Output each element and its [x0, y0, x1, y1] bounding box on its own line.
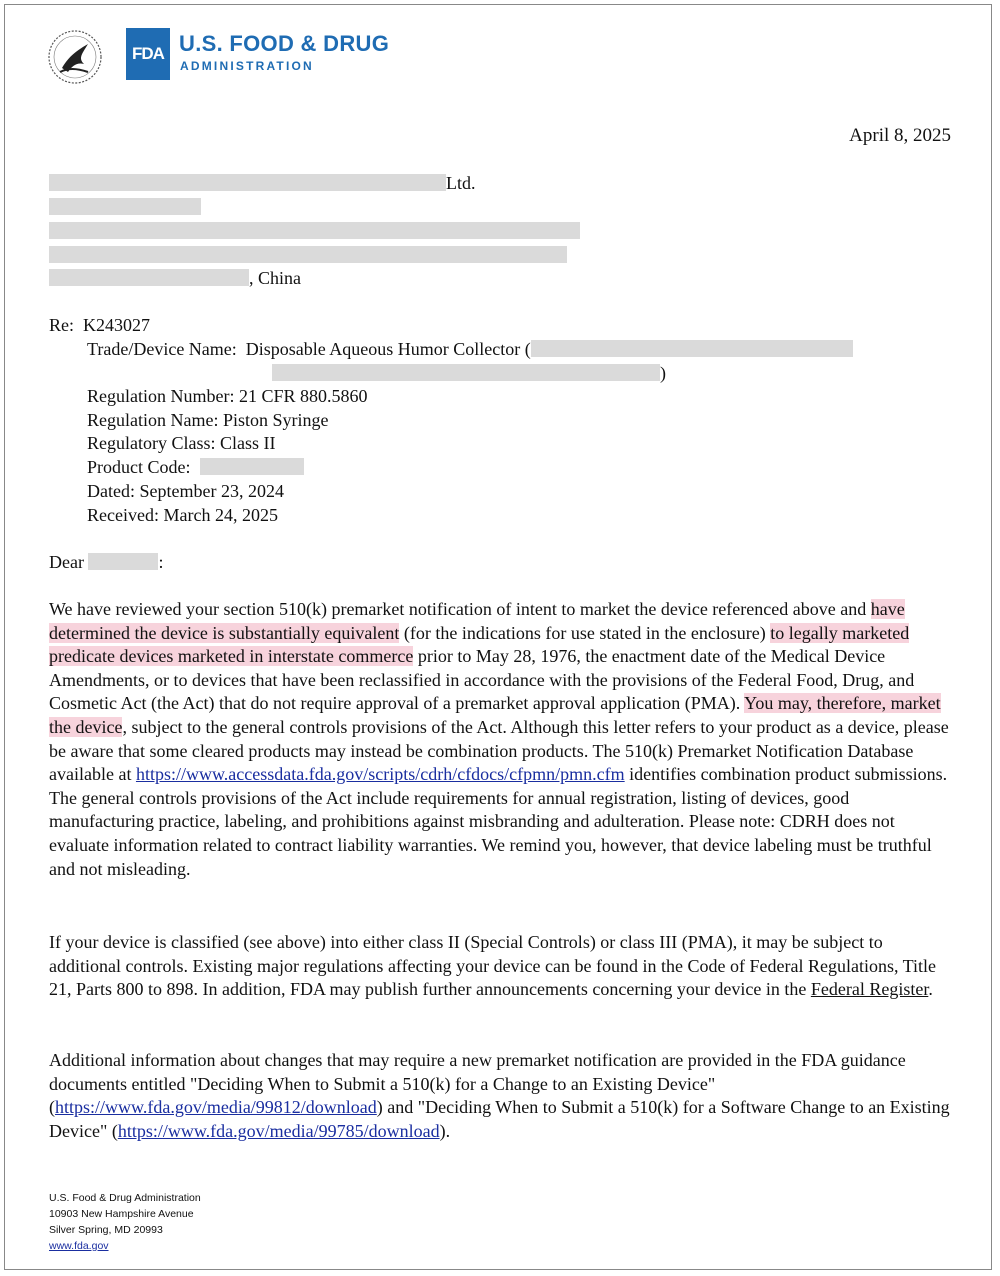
paragraph-guidance: Additional information about changes that may require a new premarket notification are provided in the FDA guidance documents entitled "Deciding When to Submit a 510(k) for a Change to an Existing Device" (https://www.fda.gov/media/99812/download) and "Deciding When to Submit a 510(k) for a Software Change to an Existing Device" (https://www.fda.gov/media/99785/download).: [49, 1050, 950, 1141]
highlight-predicate-devices: to legally marketed predicate devices marketed in interstate commerce: [49, 622, 910, 667]
regulation-name: Regulation Name: Piston Syringe: [87, 410, 329, 430]
address-line-5: , China: [49, 268, 301, 289]
dated-line: Dated: September 23, 2024: [87, 481, 284, 501]
address-line-2: [49, 197, 201, 218]
highlight-market-device: You may, therefore, market the device: [49, 693, 941, 737]
guidance-link-change[interactable]: https://www.fda.gov/media/99812/download: [55, 1097, 377, 1118]
address-line-4: [49, 245, 567, 266]
re-line: Re: K243027: [49, 315, 150, 335]
footer-web-link[interactable]: www.fda.gov: [49, 1240, 109, 1252]
trade-name-line: Trade/Device Name: Disposable Aqueous Humor Collector (: [87, 339, 853, 360]
regulation-number: Regulation Number: 21 CFR 880.5860: [87, 386, 368, 406]
address-line-3: [49, 221, 580, 242]
regulatory-class: Regulatory Class: Class II: [87, 433, 276, 453]
salutation: Dear :: [49, 552, 164, 572]
trade-name-line-2: ): [272, 363, 666, 384]
agency-subtitle: ADMINISTRATION: [180, 59, 314, 73]
product-code-line: Product Code:: [87, 457, 304, 478]
pmn-database-link[interactable]: https://www.accessdata.fda.gov/scripts/cdrh/cfdocs/cfpmn/pmn.cfm: [135, 764, 625, 785]
hhs-seal-icon: [44, 28, 106, 86]
footer-street: 10903 New Hampshire Avenue: [49, 1208, 194, 1220]
address-line-1: Ltd.: [49, 173, 476, 194]
federal-register: Federal Register: [810, 979, 929, 1000]
footer-city: Silver Spring, MD 20993: [49, 1224, 163, 1236]
footer-address: [49, 1190, 201, 1254]
fda-logo: FDA: [126, 28, 170, 80]
paragraph-controls: If your device is classified (see above) into either class II (Special Controls) or class III (PMA), it may be subject to additional controls. Existing major regulations affecting your device can be found in the Code of Federal Regulations, Title 21, Parts 800 to 898. In addition, FDA may publish further announcements concerning your device in the Federal Register.: [49, 932, 936, 1000]
letter-date: April 8, 2025: [849, 125, 951, 146]
k-number: K243027: [83, 315, 150, 335]
guidance-link-software[interactable]: https://www.fda.gov/media/99785/download: [117, 1120, 440, 1141]
received-line: Received: March 24, 2025: [87, 505, 278, 525]
paragraph-determination: We have reviewed your section 510(k) premarket notification of intent to market the device referenced above and have determined the device is substantially equivalent (for the indications for use stated in the enclosure) to legally marketed predicate devices marketed in interstate commerce prior to May 28, 1976, the enactment date of the Medical Device Amendments, or to devices that have been reclassified in accordance with the provisions of the Federal Food, Drug, and Cosmetic Act (the Act) that do not require approval of a premarket approval application (PMA). You may, therefore, market the device, subject to the general controls provisions of the Act. Although this letter refers to your product as a device, please be aware that some cleared products may instead be combination products. The 510(k) Premarket Notification Database available at https://www.accessdata.fda.gov/scripts/cdrh/cfdocs/cfpmn/pmn.cfm identifies combination product submissions. The general controls provisions of the Act include requirements for annual registration, listing of devices, good manufacturing practice, labeling, and prohibitions against misbranding and adulteration. Please note: CDRH does not evaluate information related to contract liability warranties. We remind you, however, that device labeling must be truthful and not misleading.: [49, 599, 949, 879]
agency-name: U.S. FOOD & DRUG: [179, 31, 390, 56]
footer-org: U.S. Food & Drug Administration: [49, 1192, 201, 1204]
highlight-substantially-equivalent: have determined the device is substantially equivalent: [49, 599, 905, 643]
